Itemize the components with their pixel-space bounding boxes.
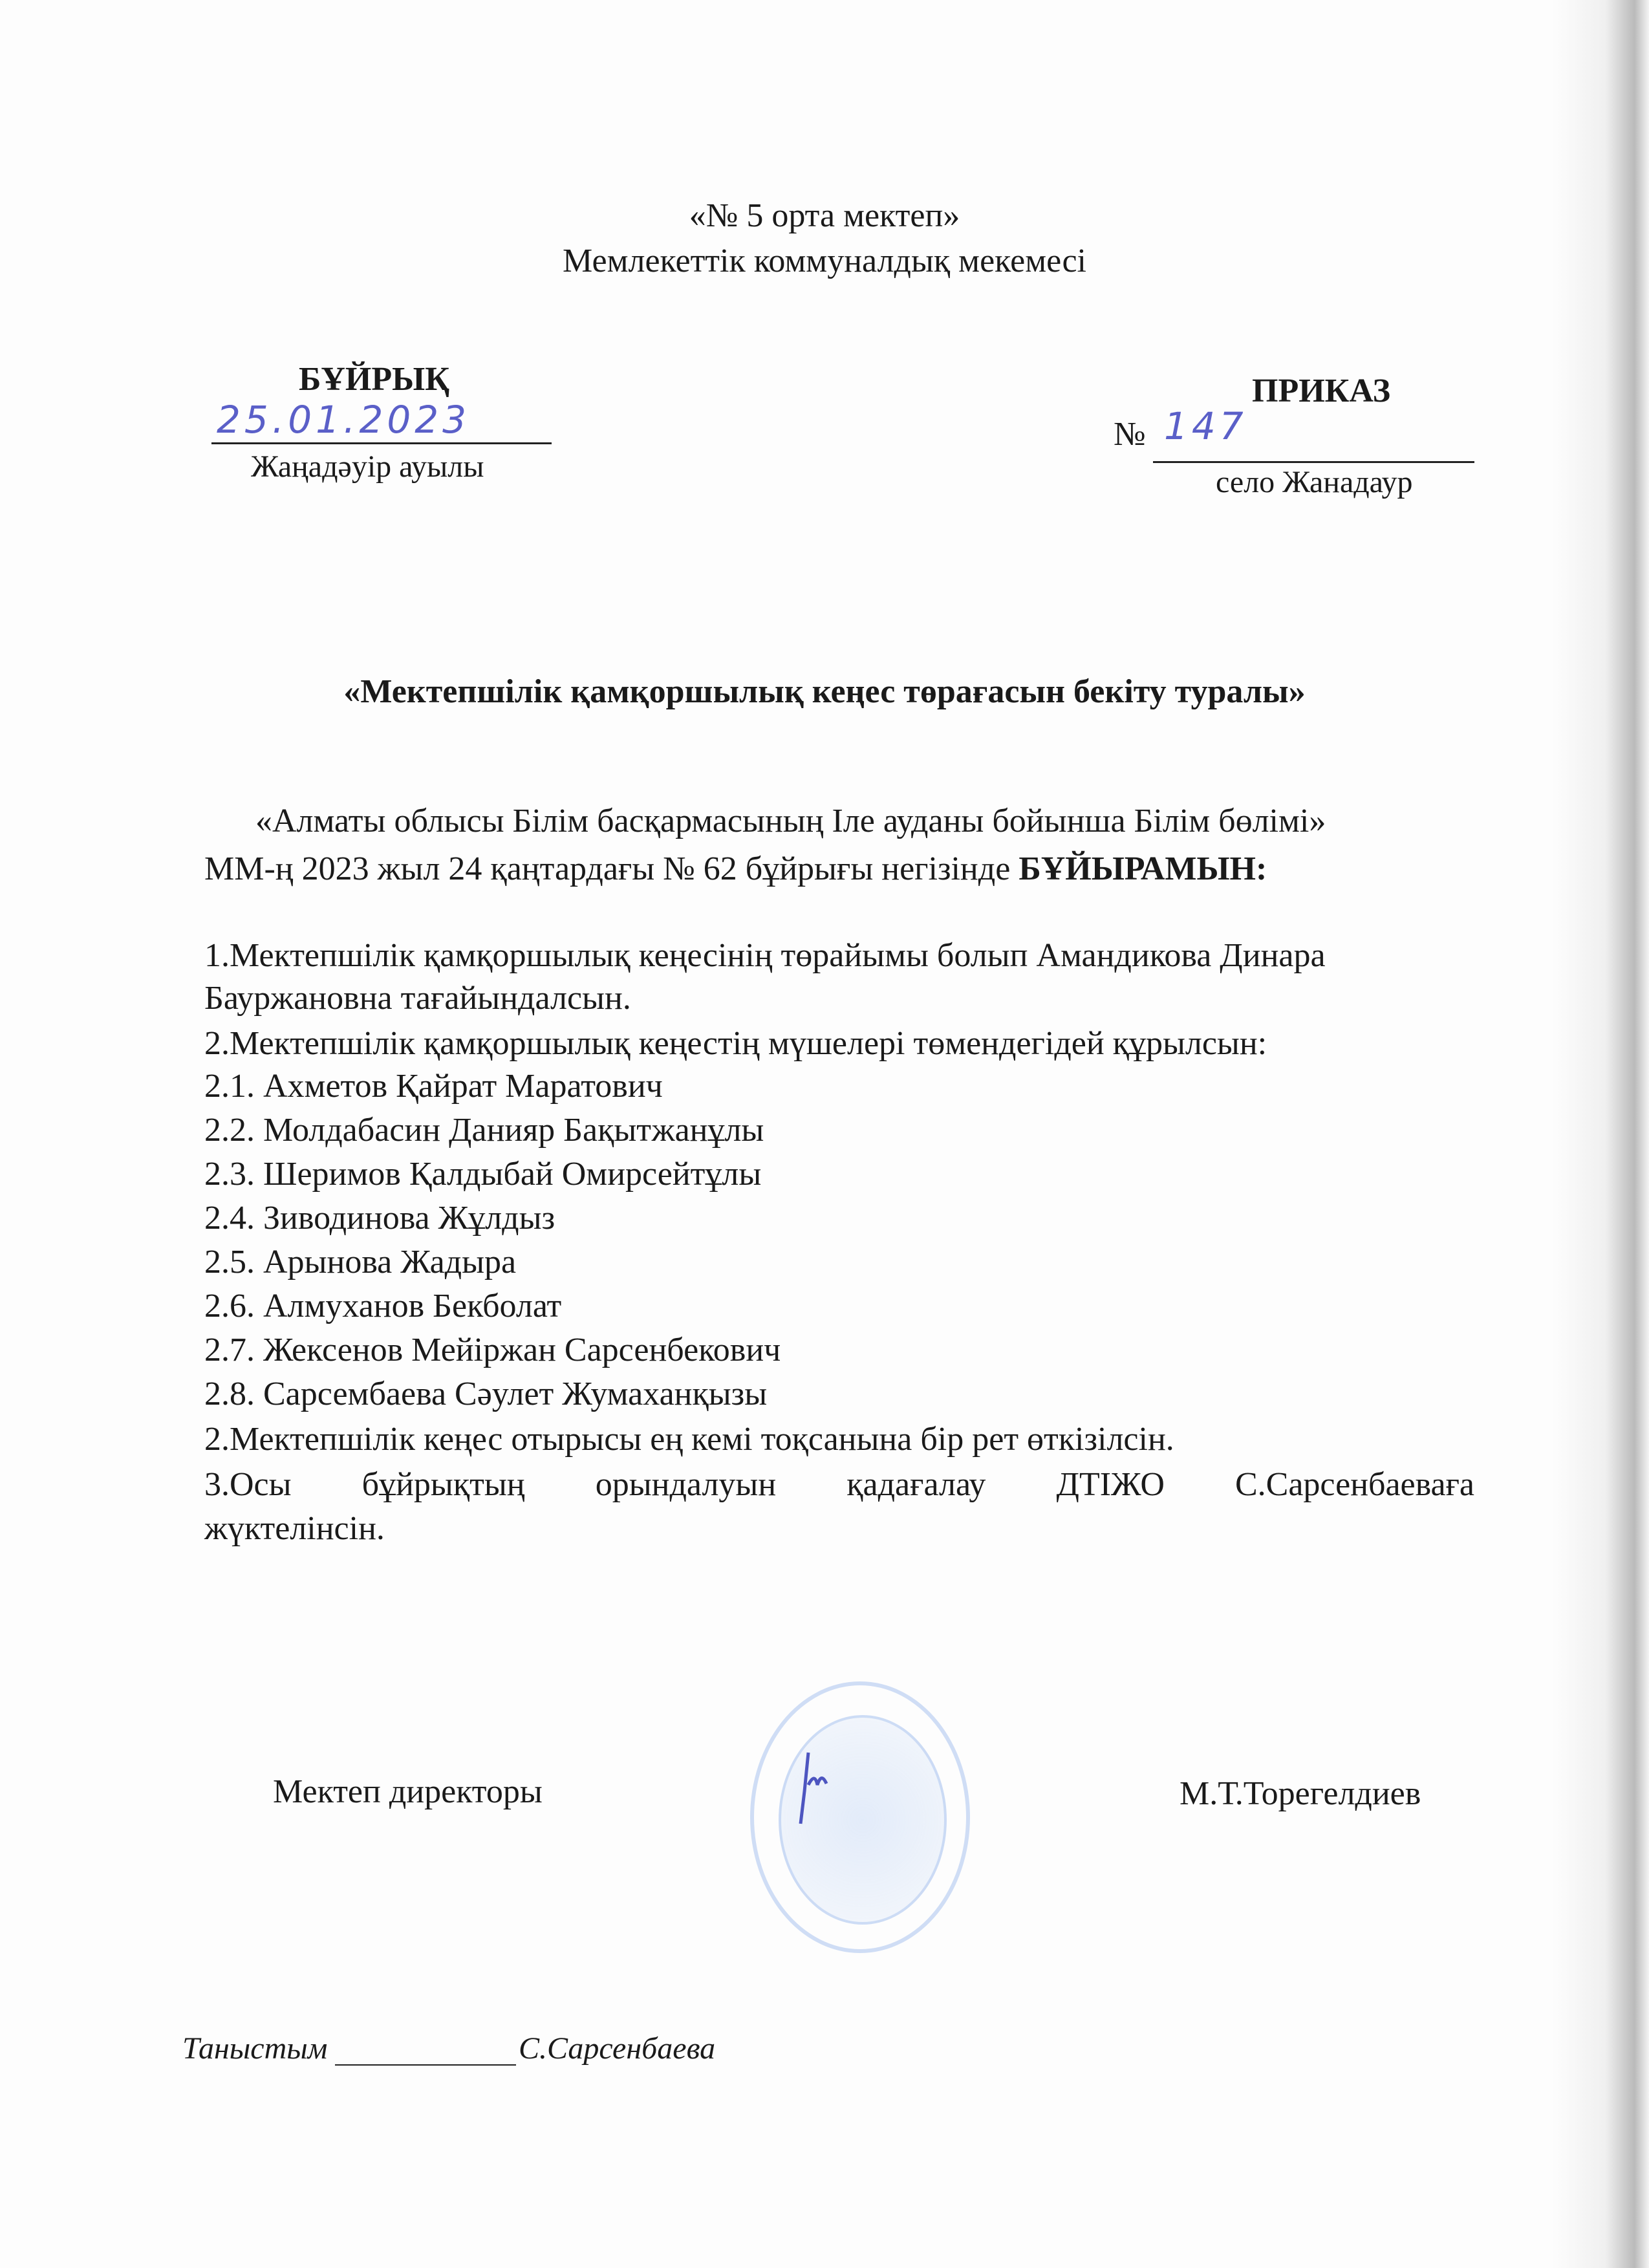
item-line: 3.Осы бұйрықтың орындалуын қадағалау ДТІЖО С.Сарсенбаеваға <box>204 1466 1474 1503</box>
preamble-line-1: «Алматы облысы Білім басқармасының Іле ауданы бойынша Білім бөлімі» <box>255 803 1326 839</box>
member-item: 2.6. Алмуханов Бекболат <box>204 1288 562 1324</box>
command-word: БҰЙЫРАМЫН: <box>1018 850 1267 887</box>
member-item: 2.4. Зиводинова Жұлдыз <box>204 1200 555 1237</box>
institution-name: Мемлекеттік коммуналдық мекемесі <box>562 243 1087 279</box>
preamble-text: ММ-ң 2023 жыл 24 қаңтардағы № 62 бұйрығы негізінде <box>204 850 1019 887</box>
official-seal-stamp <box>750 1681 970 1953</box>
signature-name: М.Т.Торегелдиев <box>1180 1775 1421 1812</box>
director-signature <box>795 1746 854 1830</box>
member-item: 2.3. Шеримов Қалдыбай Омирсейтұлы <box>204 1156 762 1193</box>
order-number-handwritten: 147 <box>1164 404 1247 448</box>
place-russian: село Жанадаур <box>1216 465 1413 499</box>
document-title: «Мектепшілік қамқоршылық кеңес төрағасын бекіту туралы» <box>343 673 1306 710</box>
date-underline <box>211 442 552 444</box>
place-kazakh: Жаңадәуір ауылы <box>251 449 484 484</box>
member-item: 2.8. Сарсембаева Сәулет Жумаханқызы <box>204 1376 768 1412</box>
item-line: Бауржановна тағайындалсын. <box>204 980 631 1017</box>
acknowledgement-label: Таныстым <box>182 2031 328 2066</box>
member-item: 2.2. Молдабасин Данияр Бақытжанұлы <box>204 1112 764 1149</box>
member-item: 2.1. Ахметов Қайрат Маратович <box>204 1068 663 1105</box>
member-item: 2.7. Жексенов Мейіржан Сарсенбекович <box>204 1332 781 1368</box>
order-date-handwritten: 25.01.2023 <box>217 398 471 442</box>
school-name: «№ 5 орта мектеп» <box>689 197 960 234</box>
preamble-line-2 <box>204 847 1267 891</box>
item-line: 2.Мектепшілік кеңес отырысы ең кемі тоқсанына бір рет өткізілсін. <box>204 1421 1174 1458</box>
item-line: жүктелінсін. <box>204 1510 385 1547</box>
number-label: № <box>1114 416 1146 453</box>
acknowledgement-signature-line <box>335 2064 516 2066</box>
signature-position: Мектеп директоры <box>273 1773 543 1810</box>
order-title-kazakh: БҰЙРЫҚ <box>299 361 449 398</box>
member-item: 2.5. Арынова Жадыра <box>204 1244 517 1280</box>
scan-edge-artifact <box>1552 0 1649 2268</box>
acknowledgement-name: С.Сарсенбаева <box>519 2031 716 2066</box>
order-title-russian: ПРИКАЗ <box>1252 373 1391 409</box>
item-line: 2.Мектепшілік қамқоршылық кеңестің мүшелері төмендегідей құрылсын: <box>204 1025 1267 1062</box>
item-line: 1.Мектепшілік қамқоршылық кеңесінің төрайымы болып Амандикова Динара <box>204 937 1326 974</box>
